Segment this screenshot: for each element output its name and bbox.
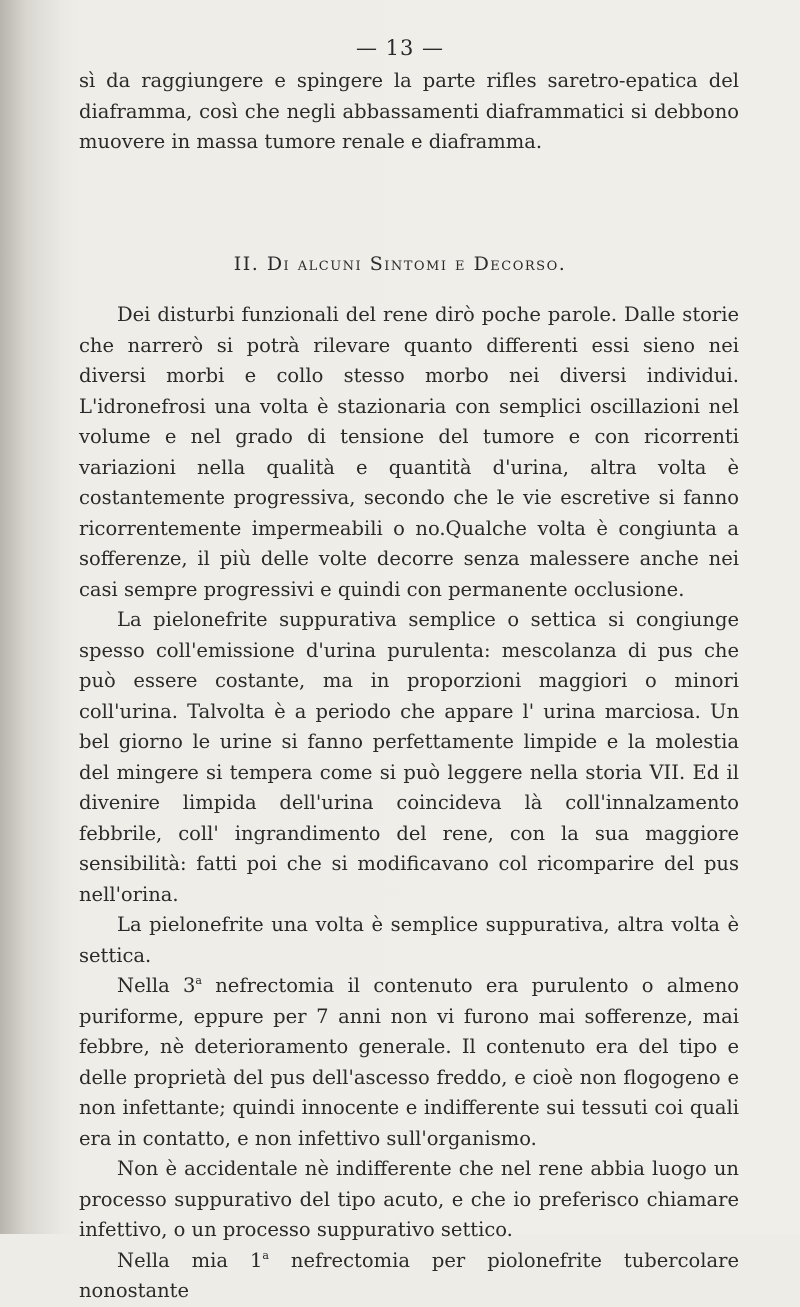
text-run: Nella 3 [117, 974, 196, 997]
page-number: — 13 — [355, 36, 445, 60]
main-text-block [79, 300, 739, 1307]
intro-text-block [79, 66, 739, 158]
paragraph-first-nephrectomy [79, 1246, 739, 1307]
ordinal-superscript: a [262, 1248, 269, 1262]
paragraph-functional-disturbances: Dei disturbi funzionali del rene dirò poche parole. Dalle storie che narrerò si potrà rilevare quanto differenti essi sieno nei diversi morbi e collo stesso morbo nei diversi individui. L'idronefrosi una volta è stazionaria con semplici oscillazioni nel volume e nel grado di tensione del tumore e con ricorrenti variazioni nella qualità e quantità d'urina, altra volta è costantemente progressiva, secondo che le vie escretive si fanno ricorrentemente impermeabili o no.Qualche volta è congiunta a sofferenze, il più delle volte decorre senza malessere anche nei casi sempre progressivi e quindi con permanente occlusione. [79, 303, 739, 601]
section-numeral: II. [233, 253, 260, 275]
paragraph-third-nephrectomy [79, 971, 739, 1154]
text-run: Nella mia 1 [117, 1248, 263, 1272]
paragraph-pyelonephritis-types: La pielonefrite una volta è semplice suppurativa, altra volta è settica. [79, 913, 739, 967]
page-shadow-edge [0, 0, 60, 1234]
paragraph-pyelonephritis: La pielonefrite suppurativa semplice o settica si congiunge spesso coll'emissione d'urina purulenta: mescolanza di pus che può essere costante, ma in proporzioni maggiori o minori coll'urina. Talvolta è a periodo che appare l' urina marciosa. Un bel giorno le urine si fanno perfettamente limpide e la molestia del mingere si tempera come si può leggere nella storia VII. Ed il divenire limpida dell'urina coincideva là coll'innalzamento febbrile, coll' ingrandimento del rene, con la sua maggiore sensibilità: fatti poi che si modificavano col ricomparire del pus nell'orina. [79, 608, 739, 906]
paragraph-non-accidental: Non è accidentale nè indifferente che nel rene abbia luogo un processo suppurativo del tipo acuto, e che io preferisco chiamare infettivo, o un processo suppurativo settico. [79, 1157, 739, 1241]
section-title: Di alcuni Sintomi e Decorso. [266, 253, 567, 275]
text-run: nefrectomia per piolonefrite tubercolare nonostante [79, 1248, 739, 1302]
section-heading [0, 253, 800, 275]
ordinal-superscript: a [195, 974, 202, 987]
intro-paragraph: sì da raggiungere e spingere la parte rifles saretro-epatica del diaframma, così che negli abbassamenti diaframmatici si debbono muovere in massa tumore renale e diaframma. [79, 69, 739, 153]
text-run: nefrectomia il contenuto era purulento o almeno puriforme, eppure per 7 anni non vi furono mai sofferenze, mai febbre, nè deterioramento generale. Il contenuto era del tipo e delle proprietà del pus dell'ascesso freddo, e cioè non flogogeno e non infettante; quindi innocente e indifferente sui tessuti coi quali era in contatto, e non infettivo sull'organismo. [79, 974, 740, 1150]
